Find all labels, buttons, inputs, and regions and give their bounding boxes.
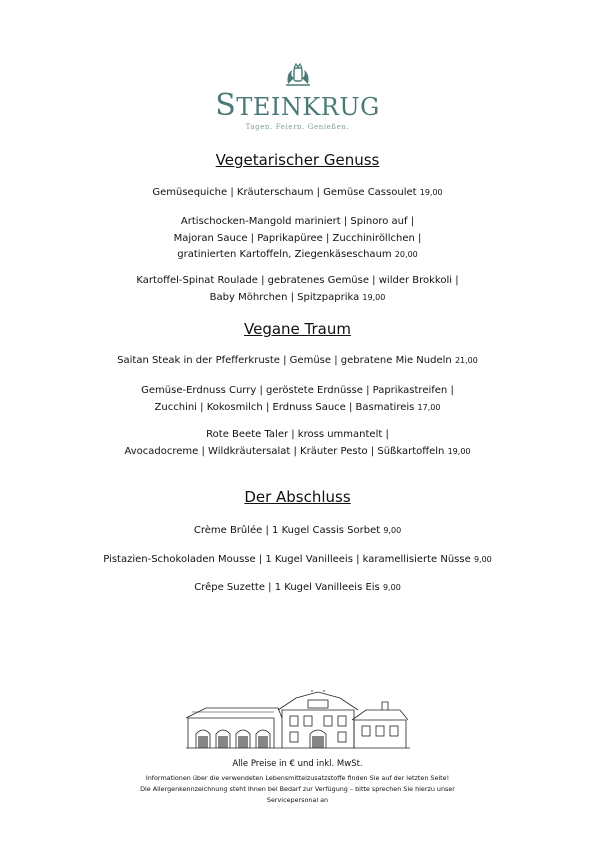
- footer-notes: [0, 773, 595, 806]
- item-text: Baby Möhrchen | Spitzpaprika: [209, 291, 360, 303]
- item-text: gratinierten Kartoffeln, Ziegenkäseschaum: [177, 249, 392, 260]
- menu-item: [40, 552, 555, 569]
- item-text: Kartoffel-Spinat Roulade | gebratenes Gemüse | wilder Brokkoli |: [136, 275, 459, 286]
- item-text: Crème Brûlée | 1 Kugel Cassis Sorbet: [193, 525, 381, 536]
- menu-item: [40, 185, 555, 202]
- brand-name: STEINKRUG: [215, 88, 380, 123]
- item-price: 19,00: [362, 292, 386, 302]
- item-price: 9,00: [473, 555, 492, 564]
- section-heading: Vegetarischer Genuss: [215, 151, 380, 169]
- additives-note: Informationen über die verwendeten Lebensmittelzusatzstoffe finden Sie auf der letzten Seite!: [145, 774, 450, 782]
- item-price: 19,00: [419, 188, 443, 197]
- section-heading: Der Abschluss: [244, 488, 351, 506]
- item-text: Saitan Steak in der Pfefferkruste | Gemüse | gebratene Mie Nudeln: [117, 355, 452, 366]
- menu-item: [40, 383, 555, 416]
- item-price: 21,00: [454, 356, 478, 365]
- item-text: Zucchini | Kokosmilch | Erdnuss Sauce | Basmatireis: [154, 401, 415, 413]
- menu-item: [40, 353, 555, 370]
- item-text: Pistazien-Schokoladen Mousse | 1 Kugel Vanilleeis | karamellisierte Nüsse: [103, 554, 471, 565]
- item-text: Artischocken-Mangold mariniert | Spinoro auf |: [180, 216, 415, 227]
- item-text: Rote Beete Taler | kross ummantelt |: [206, 429, 389, 440]
- brand-tagline: Tagen. Feiern. Genießen.: [245, 123, 350, 131]
- item-price: 20,00: [394, 250, 418, 259]
- menu-item: [40, 580, 555, 597]
- menu-item: [40, 214, 555, 264]
- item-text: Majoran Sauce | Paprikapüree | Zucchiniröllchen |: [173, 232, 422, 244]
- menu-item: [40, 273, 555, 306]
- item-price: 9,00: [382, 583, 401, 592]
- item-text: Gemüsequiche | Kräuterschaum | Gemüse Cassoulet: [152, 187, 417, 198]
- building-illustration: [186, 690, 410, 752]
- menu-item: [40, 523, 555, 540]
- prices-note: Alle Preise in € und inkl. MwSt.: [232, 759, 363, 769]
- steinkrug-logo: [0, 62, 595, 131]
- allergen-note: Die Allergenkennzeichnung steht Ihnen bei Bedarf zur Verfügung – bitte sprechen Sie hierzu unser: [140, 785, 455, 793]
- item-price: 9,00: [383, 526, 402, 535]
- section-heading: Vegane Traum: [244, 320, 351, 338]
- item-price: 17,00: [417, 402, 441, 412]
- crest-icon: [280, 62, 316, 88]
- item-price: 19,00: [447, 446, 471, 456]
- item-text: Gemüse-Erdnuss Curry | geröstete Erdnüsse | Paprikastreifen |: [141, 385, 454, 396]
- item-text: Avocadocreme | Wildkräutersalat | Kräuter Pesto | Süßkartoffeln: [124, 445, 445, 457]
- menu-item: [40, 427, 555, 460]
- item-text: Crêpe Suzette | 1 Kugel Vanilleeis Eis: [194, 582, 380, 593]
- allergen-note-cont: Servicepersonal an: [266, 796, 329, 804]
